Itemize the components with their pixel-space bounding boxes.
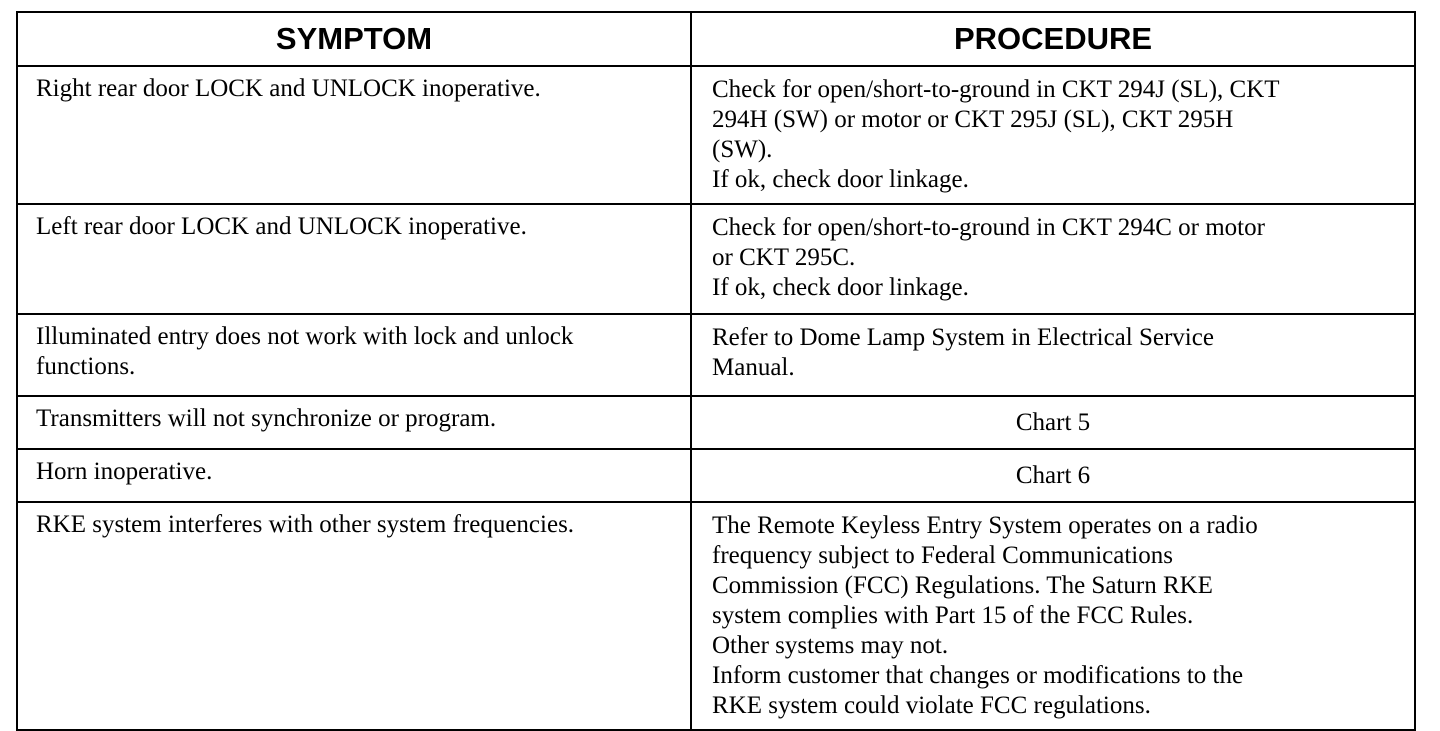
table-header-row [17,12,1415,66]
symptom-procedure-table-container [16,11,1414,731]
procedure-cell [691,502,1415,730]
symptom-cell: Left rear door LOCK and UNLOCK inoperative. [17,204,691,314]
symptom-line: functions. [36,353,136,380]
procedure-cell: Chart 5 [691,396,1415,449]
procedure-cell [691,66,1415,204]
procedure-line: Check for open/short-to-ground in CKT 294C or motor [712,214,1265,241]
procedure-line: or CKT 295C. [712,244,856,271]
procedure-line: If ok, check door linkage. [712,166,969,193]
table-row [17,314,1415,396]
procedure-line: system complies with Part 15 of the FCC Rules. [712,602,1194,629]
procedure-line: Inform customer that changes or modifications to the [712,662,1244,689]
symptom-cell: Right rear door LOCK and UNLOCK inoperative. [17,66,691,204]
procedure-cell [691,314,1415,396]
procedure-line: RKE system could violate FCC regulations. [712,692,1151,719]
procedure-line: frequency subject to Federal Communications [712,542,1173,569]
procedure-line: Refer to Dome Lamp System in Electrical Service [712,324,1214,351]
symptom-cell: Horn inoperative. [17,449,691,502]
procedure-column-header: PROCEDURE [691,12,1415,66]
symptom-column-header: SYMPTOM [17,12,691,66]
procedure-line: Commission (FCC) Regulations. The Saturn RKE [712,572,1213,599]
symptom-procedure-table [16,11,1416,731]
table-row [17,66,1415,204]
symptom-cell: RKE system interferes with other system frequencies. [17,502,691,730]
procedure-cell [691,204,1415,314]
symptom-cell: Transmitters will not synchronize or program. [17,396,691,449]
symptom-line: Illuminated entry does not work with lock and unlock [36,323,574,350]
procedure-line: 294H (SW) or motor or CKT 295J (SL), CKT 295H [712,106,1234,133]
procedure-line: Manual. [712,354,795,381]
procedure-cell: Chart 6 [691,449,1415,502]
symptom-cell [17,314,691,396]
table-row [17,449,1415,502]
table-row [17,396,1415,449]
table-row [17,502,1415,730]
table-row [17,204,1415,314]
procedure-line: Other systems may not. [712,632,949,659]
procedure-line: Check for open/short-to-ground in CKT 294J (SL), CKT [712,76,1280,103]
procedure-line: The Remote Keyless Entry System operates on a radio [712,512,1258,539]
procedure-line: If ok, check door linkage. [712,274,969,301]
procedure-line: (SW). [712,136,773,163]
